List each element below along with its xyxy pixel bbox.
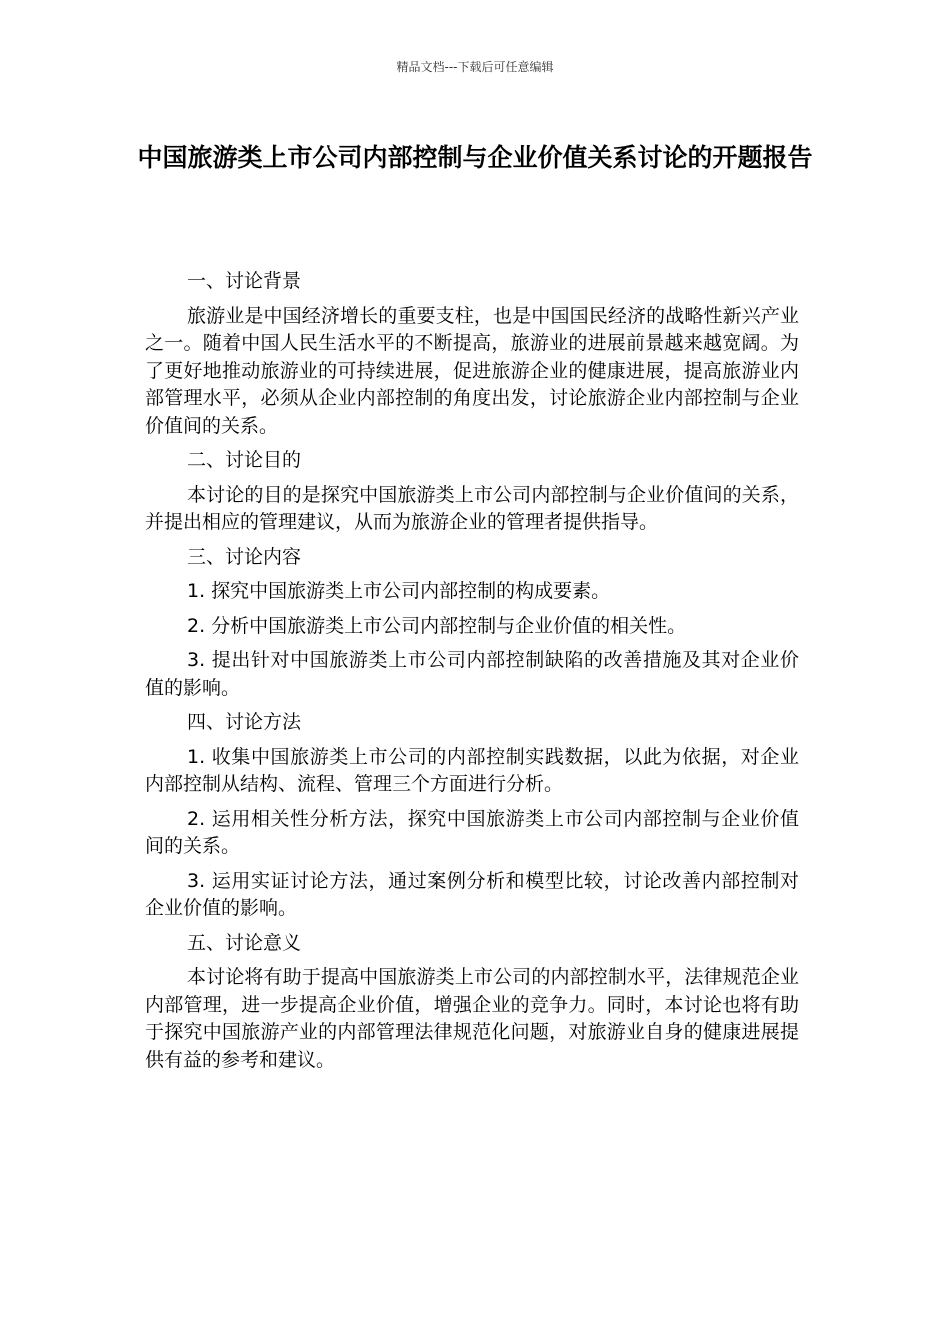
document-body (145, 268, 799, 1081)
list-item: 2. 运用相关性分析方法，探究中国旅游类上市公司内部控制与企业价值间的关系。 (145, 807, 799, 857)
header-note: 精品文档---下载后可任意编辑 (396, 60, 554, 74)
paragraph: 旅游业是中国经济增长的重要支柱，也是中国国民经济的战略性新兴产业之一。随着中国人民生活水平的不断提高，旅游业的进展前景越来越宽阔。为了更好地推动旅游业的可持续进展，促进旅游企业的健康进展，提高旅游业内部管理水平，必须从企业内部控制的角度出发，讨论旅游企业内部控制与企业价值间的关系。 (145, 304, 799, 437)
section-heading: 二、讨论目的 (187, 449, 302, 471)
list-item: 3. 运用实证讨论方法，通过案例分析和模型比较，讨论改善内部控制对企业价值的影响。 (145, 869, 799, 919)
section-heading: 三、讨论内容 (187, 545, 302, 568)
paragraph: 本讨论将有助于提高中国旅游类上市公司的内部控制水平，法律规范企业内部管理，进一步提高企业价值，增强企业的竞争力。同时，本讨论也将有助于探究中国旅游产业的内部管理法律规范化问题，对旅游业自身的健康进展提供有益的参考和建议。 (145, 966, 799, 1071)
list-item: 3. 提出针对中国旅游类上市公司内部控制缺陷的改善措施及其对企业价值的影响。 (145, 649, 799, 699)
list-item: 2. 分析中国旅游类上市公司内部控制与企业价值的相关性。 (187, 614, 687, 637)
paragraph: 本讨论的目的是探究中国旅游类上市公司内部控制与企业价值间的关系，并提出相应的管理建议，从而为旅游企业的管理者提供指导。 (145, 483, 799, 533)
list-item: 1. 收集中国旅游类上市公司的内部控制实践数据，以此为依据，对企业内部控制从结构、流程、管理三个方面进行分析。 (145, 745, 799, 795)
section-heading: 四、讨论方法 (187, 711, 302, 733)
section-heading: 五、讨论意义 (187, 931, 302, 954)
document-title: 中国旅游类上市公司内部控制与企业价值关系讨论的开题报告 (137, 143, 813, 172)
section-heading: 一、讨论背景 (187, 270, 302, 292)
list-item: 1. 探究中国旅游类上市公司内部控制的构成要素。 (187, 580, 611, 602)
